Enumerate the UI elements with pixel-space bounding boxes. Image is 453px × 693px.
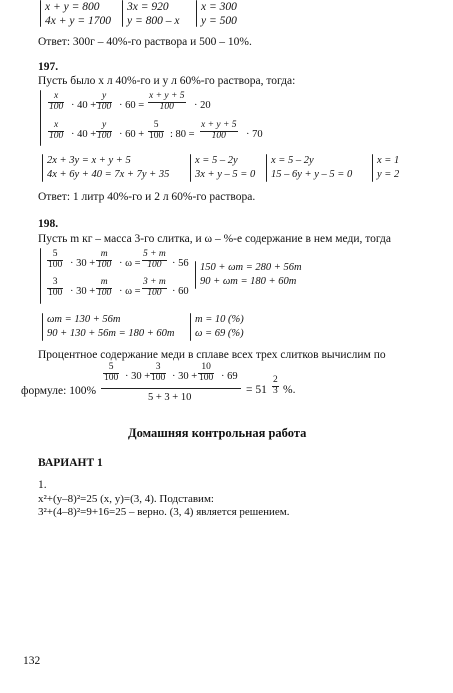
problem-number-197: 197. (38, 61, 59, 73)
equation: x = 5 – 2y (195, 155, 238, 166)
equation-part: · ω = (119, 286, 141, 297)
brace (40, 248, 41, 304)
equation-part: · 30 + (70, 258, 96, 269)
equation: 150 + ωm = 280 + 56m (200, 262, 302, 273)
page-number: 132 (23, 655, 41, 667)
equation: y = 800 – x (127, 15, 180, 27)
brace (40, 90, 41, 146)
equation: x = 1 (377, 155, 400, 166)
equation-part: · 40 + (71, 129, 97, 140)
fraction-bar (101, 388, 241, 389)
brace (190, 313, 191, 341)
equation-part: · 40 + (71, 100, 97, 111)
fraction: $\frac{2}{3}$ (273, 375, 278, 396)
fraction: $\frac{10}{100}$ (199, 362, 214, 383)
equation-part: · 56 (172, 258, 189, 269)
brace (196, 0, 197, 27)
equation-part: · 60 + (119, 129, 145, 140)
equation: 4x + y = 1700 (45, 15, 111, 27)
item-line: 3²+(4–8)²=9+16=25 – верно. (3, 4) является решением. (38, 506, 290, 518)
formula-result: = 51 (246, 384, 267, 396)
equation: y = 2 (377, 169, 400, 180)
problem-number-198: 198. (38, 218, 59, 230)
fraction: $\frac{5 + m}{100}$ (143, 249, 166, 270)
brace (40, 0, 41, 27)
equation: x + y = 800 (45, 1, 100, 13)
formula-part: · 30 + (125, 371, 151, 382)
brace (42, 154, 43, 182)
formula-label: формуле: 100% (21, 385, 97, 397)
equation-part: · 60 (172, 286, 189, 297)
fraction: $\frac{3}{100}$ (48, 277, 63, 298)
fraction: $\frac{x + y + 5}{100}$ (201, 120, 237, 141)
formula-result: %. (283, 384, 296, 396)
equation: x = 300 (201, 1, 237, 13)
equation: y = 500 (201, 15, 237, 27)
fraction: $\frac{3 + m}{100}$ (143, 277, 166, 298)
fraction: $\frac{3}{100}$ (151, 362, 166, 383)
brace (195, 261, 196, 289)
equation: 3x + y – 5 = 0 (195, 169, 256, 180)
problem-intro-197: Пусть было х л 40%-го и у л 60%-го раствора, тогда: (38, 75, 296, 87)
equation: 3x = 920 (127, 1, 169, 13)
brace (122, 0, 123, 27)
equation-part: · 30 + (70, 286, 96, 297)
equation: ωm = 130 + 56m (47, 314, 121, 325)
equation: x = 5 – 2y (271, 155, 314, 166)
formula-part: · 30 + (172, 371, 198, 382)
equation: ω = 69 (%) (195, 328, 244, 339)
brace (372, 154, 373, 182)
brace (190, 154, 191, 182)
paragraph: Процентное содержание меди в сплаве всех трех слитков вычислим по (38, 349, 386, 361)
problem-intro-198: Пусть m кг – масса 3-го слитка, и ω – %-е содержание в нем меди, тогда (38, 233, 391, 245)
equation-part: · 70 (246, 129, 263, 140)
formula-denominator: 5 + 3 + 10 (148, 392, 192, 403)
equation: 4x + 6y + 40 = 7x + 7y + 35 (47, 169, 170, 180)
equation: 90 + ωm = 180 + 60m (200, 276, 297, 287)
formula-part: · 69 (221, 371, 238, 382)
equation: m = 10 (%) (195, 314, 244, 325)
equation: 15 – 6y + y – 5 = 0 (271, 169, 353, 180)
fraction: $\frac{y}{100}$ (97, 91, 112, 112)
equation: 2x + 3y = x + y + 5 (47, 155, 131, 166)
equation-part: · 60 = (119, 100, 145, 111)
fraction: $\frac{x + y + 5}{100}$ (149, 91, 185, 112)
equation-part: : 80 = (170, 129, 195, 140)
fraction: $\frac{5}{100}$ (104, 362, 119, 383)
item-line: x²+(y–8)²=25 (x, y)=(3, 4). Подставим: (38, 493, 214, 505)
brace (266, 154, 267, 182)
equation-part: · 20 (194, 100, 211, 111)
fraction: $\frac{y}{100}$ (97, 120, 112, 141)
equation: 90 + 130 + 56m = 180 + 60m (47, 328, 175, 339)
equation-part: · ω = (119, 258, 141, 269)
fraction: $\frac{x}{100}$ (49, 120, 64, 141)
section-title: Домашняя контрольная работа (128, 426, 307, 440)
fraction: $\frac{m}{100}$ (97, 249, 112, 270)
fraction: $\frac{5}{100}$ (48, 249, 63, 270)
answer-196: Ответ: 300г – 40%-го раствора и 500 – 10%. (38, 36, 252, 48)
variant-title: ВАРИАНТ 1 (38, 457, 103, 469)
item-number: 1. (38, 479, 47, 491)
brace (42, 313, 43, 341)
fraction: $\frac{x}{100}$ (49, 91, 64, 112)
answer-197: Ответ: 1 литр 40%-го и 2 л 60%-го раствора. (38, 191, 256, 203)
fraction: $\frac{5}{100}$ (149, 120, 164, 141)
fraction: $\frac{m}{100}$ (97, 277, 112, 298)
